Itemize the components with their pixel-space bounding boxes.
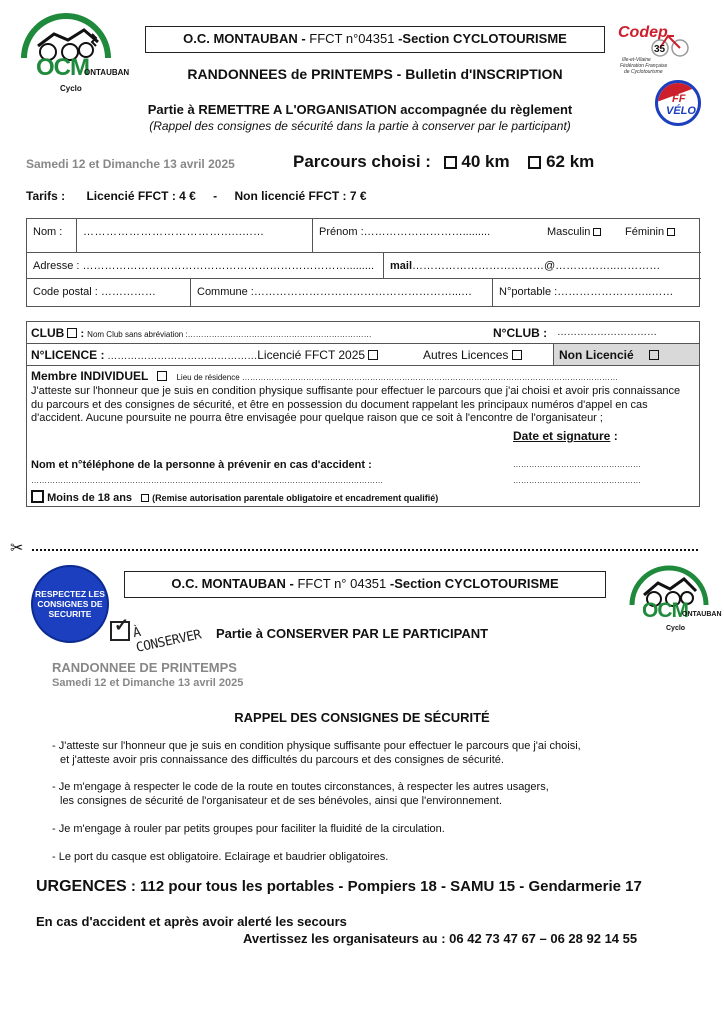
checkbox-62km[interactable] [528,156,541,169]
ffct-number: FFCT n°04351 [309,31,399,46]
club-section [26,321,700,507]
consigne-2 [52,780,549,808]
moins18-checkbox[interactable] [31,490,44,503]
tarifs-label: Tarifs : [26,189,66,203]
codep-logo [610,22,700,82]
club-header-box-2 [124,571,606,598]
residence-field[interactable]: Lieu de résidence …………………………………………………………………………………………………………………………… [176,373,618,382]
masculin-checkbox[interactable] [593,228,601,236]
identity-form [26,218,700,307]
securite-badge-text: RESPECTEZ LES CONSIGNES DE SECURITE [35,589,105,619]
mail-label: mail [390,260,413,272]
codep-line2: Fédération Française [620,63,668,69]
code-postal-label: Code postal : …………… [33,286,156,298]
club-name-field[interactable]: Nom Club sans abréviation :…………………………………………………………… [87,330,372,339]
licencie-ffct-label: Licencié FFCT 2025 [257,348,366,362]
option-40km-label: 40 km [461,152,510,171]
page-title: RANDONNEES de PRINTEMPS - Bulletin d'INSCRIPTION [187,66,563,82]
subtitle: Partie à REMETTRE A L'ORGANISATION accompagnée du règlement [147,102,573,117]
ocm-logo-2-sub: Cyclo [666,625,686,632]
cut-line [32,549,698,551]
club-label: CLUB [31,326,65,340]
nom-field[interactable] [77,219,313,253]
club-name-2: O.C. MONTAUBAN - [171,576,298,591]
club-row [27,322,699,344]
feminin-checkbox[interactable] [667,228,675,236]
partie-conserver: Partie à CONSERVER PAR LE PARTICIPANT [216,626,489,641]
option-62km-label: 62 km [546,152,595,171]
tarif-licencie: Licencié FFCT : 4 € [86,189,196,203]
signature-field-2[interactable]: ………………………………………… [513,476,641,485]
masculin-option [547,226,601,238]
checkbox-40km[interactable] [444,156,457,169]
date-signature [513,429,618,443]
licence-label: N°LICENCE : [31,348,105,362]
commune-field[interactable] [191,279,493,307]
prenom-label: Prénom :………………………......... [319,226,491,238]
tarif-non-licencie: Non licencié FFCT : 7 € [234,189,367,203]
consigne-1 [52,739,581,767]
autres-licences-label: Autres Licences [423,348,509,362]
organisateurs-phones: Avertissez les organisateurs au : 06 42 73 47 67 – 06 28 92 14 55 [243,931,638,946]
consigne-2-line1: - Je m'engage à respecter le code de la route en toutes circonstances, à respecter les autres usagers, [52,781,549,793]
moins18-label: Moins de 18 ans [47,492,133,504]
rappel-title: RAPPEL DES CONSIGNES DE SÉCURITÉ [234,710,490,725]
licence-field[interactable]: ……………………………………… [104,351,258,362]
moins18-note: (Remise autorisation parentale obligatoire et encadrement qualifié) [152,493,439,503]
commune-label: Commune :………………………………………………...… [197,286,473,298]
section-name-2: -Section CYCLOTOURISME [389,576,559,591]
prenom-field[interactable] [313,219,701,253]
codep-line1: Ille-et-Vilaine [622,57,651,63]
portable-field[interactable] [493,279,701,307]
parcours-choisi [293,152,594,172]
feminin-label: Féminin [625,226,665,238]
parcours-label: Parcours choisi : [293,152,431,171]
licencie-ffct-checkbox[interactable] [368,350,378,360]
section-name: -Section CYCLOTOURISME [398,31,567,46]
ffvelo-logo [655,80,701,126]
consigne-1-line2: et j'atteste avoir pris connaissance des difficultés du parcours et des consignes de sécurité. [60,754,504,766]
ocm-logo-2 [628,565,722,641]
scissors-icon: ✂ [10,540,24,557]
codep-line3: de Cyclotourisme [624,69,663,75]
ocm-logo-2-text: OCM [642,599,688,622]
feminin-option [625,226,675,238]
rando-title: RANDONNEE DE PRINTEMPS [52,660,237,675]
consigne-1-line1: - J'atteste sur l'honneur que je suis en condition physique suffisante pour effectuer le parcours que j'ai choisi, [52,740,581,752]
rando-date: Samedi 12 et Dimanche 13 avril 2025 [52,677,244,689]
non-licencie-option [553,344,699,365]
ocm-logo-suffix: ONTAUBAN [84,68,130,77]
licence-row [27,344,699,366]
autres-licences-option [423,348,522,362]
adresse-field[interactable] [27,253,384,279]
ocm-logo-sub: Cyclo [60,84,82,93]
num-club-label: N°CLUB : [493,326,548,340]
membre-individuel-checkbox[interactable] [157,371,167,381]
subtitle-note: (Rappel des consignes de sécurité dans la partie à conserver par le participant) [149,119,571,133]
date-signature-colon: : [610,429,618,443]
club-name: O.C. MONTAUBAN - [183,31,310,46]
codep-number: 35 [654,44,666,55]
nom-label: Nom : [33,226,63,238]
ocm-logo [18,12,130,100]
club-header-box [145,26,605,53]
securite-badge [31,565,109,643]
date-signature-label: Date et signature [513,429,611,443]
event-date: Samedi 12 et Dimanche 13 avril 2025 [26,157,235,171]
ffvelo-ff: FF [672,93,686,105]
urgences-numbers: : 112 pour tous les portables - Pompiers 18 - SAMU 15 - Gendarmerie 17 [126,878,642,895]
mail-dots: ………………………………@……………..………… [412,260,661,272]
attestation-text: J'atteste sur l'honneur que je suis en condition physique suffisante pour effectuer le parcours que j'ai choisi et avoir pris connaissance du parcours et des consignes de sécurité, et être en possession du document rappelant les principaux numéros d'appel en cas d'accident. Aucune poursuite ne pourra être envisagée pour quelque raison que ce soit à l'encontre de l'organisateur ; [31,385,681,424]
a-conserver-stamp [108,611,203,656]
moins18-row [31,490,438,504]
ocm-logo-2-suffix: ONTAUBAN [682,611,722,618]
urgences-label: URGENCES [36,878,127,895]
membre-individuel-label: Membre INDIVIDUEL [31,369,149,383]
signature-field[interactable]: ………………………………………… [513,460,641,469]
contact-label: Nom et n°téléphone de la personne à prévenir en cas d'accident : [31,459,372,471]
consigne-2-line2: les consignes de sécurité de l'organisateur et de ses bénévoles, ainsi que l'environnement. [60,795,503,807]
membre-row [27,366,699,384]
mail-field[interactable] [384,253,701,279]
num-club-field[interactable]: ………………………… [557,327,657,338]
ffct-number-2: FFCT n° 04351 [297,576,390,591]
ffvelo-velo: VÉLO [666,105,696,117]
nom-label-cell [27,219,77,253]
consigne-4: - Le port du casque est obligatoire. Eclairage et baudrier obligatoires. [52,851,389,863]
club-checkbox[interactable] [67,328,77,338]
autorisation-checkbox[interactable] [141,494,149,502]
tarif-sep: - [213,189,218,203]
autres-licences-checkbox[interactable] [512,350,522,360]
masculin-label: Masculin [547,226,591,238]
ocm-logo-text: OCM [36,54,89,81]
stamp-text: À CONSERVER [131,624,203,656]
nom-dots: ……………………………….........… [83,226,265,238]
adresse-label: Adresse : ………………………………………………………………......... [33,260,375,272]
portable-label: N°portable :……………………..…… [499,286,674,298]
tarifs-line [26,189,367,203]
urgences-line [36,878,642,896]
accident-text: En cas d'accident et après avoir alerté les secours [36,914,347,929]
non-licencie-label: Non Licencié [559,348,634,362]
code-postal-field[interactable] [27,279,191,307]
club-colon: : [77,328,88,340]
codep-logo-text: Codep [618,24,668,41]
consigne-3: - Je m'engage à rouler par petits groupes pour faciliter la fluidité de la circulation. [52,823,445,835]
non-licencie-checkbox[interactable] [649,350,659,360]
check-icon: ✓ [114,615,130,635]
contact-field[interactable]: …………………………………………………………………………………………………………………… [31,476,383,485]
